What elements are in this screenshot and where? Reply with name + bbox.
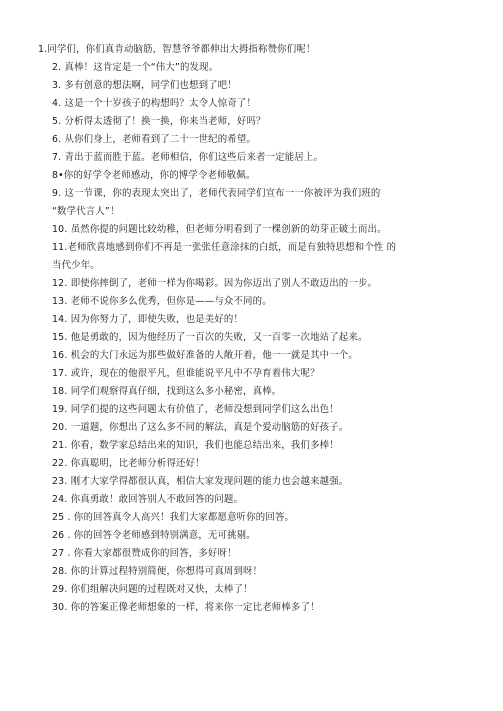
list-item-text: 5. 分析得太透彻了！换一换，你来当老师，好吗？ bbox=[52, 116, 266, 127]
list-item bbox=[38, 491, 478, 509]
list-item bbox=[38, 509, 478, 527]
list-item-text: 17. 或许，现在的他很平凡，但谁能说平凡中不孕育着伟大呢？ bbox=[52, 368, 320, 379]
list-item bbox=[38, 563, 478, 581]
list-item bbox=[38, 275, 478, 293]
list-item-text: 25 . 你的回答真令人高兴！我们大家都愿意听你的回答。 bbox=[52, 512, 295, 523]
list-item-text: 19. 同学们提的这些问题太有价值了，老师没想到同学们这么出色！ bbox=[52, 404, 339, 415]
list-item-text: 3. 多有创意的想法啊，同学们也想到了吧！ bbox=[52, 80, 237, 91]
list-item-text: 26 . 你的回答令老师感到特别满意，无可挑剔。 bbox=[52, 530, 256, 541]
list-item bbox=[38, 221, 478, 239]
list-item-text: 16. 机会的大门永远为那些做好准备的人敞开着，他一一就是其中一个。 bbox=[52, 350, 358, 361]
list-item-text: 7. 青出于蓝而胜于蓝。老师相信，你们这些后来者一定能居上。 bbox=[52, 152, 324, 163]
list-item bbox=[38, 383, 478, 401]
list-item bbox=[38, 581, 478, 599]
list-item-text: 当代少年。 bbox=[52, 260, 100, 271]
list-item-text: 23. 刚才大家学得都很认真，相信大家发现问题的能力也会越来越强。 bbox=[52, 476, 349, 487]
list-item bbox=[38, 473, 478, 491]
list-item-text: 20. 一道题，你想出了这么多不同的解法，真是个爱动脑筋的好孩子。 bbox=[52, 422, 349, 433]
list-item-text: 18. 同学们观察得真仔细，找到这么多小秘密，真棒。 bbox=[52, 386, 282, 397]
list-item-text: 15. 他是勇敢的，因为他经历了一百次的失败，又一百零一次地站了起来。 bbox=[52, 332, 368, 343]
list-item-continuation bbox=[38, 203, 478, 221]
praise-list bbox=[38, 41, 478, 617]
list-item-text: 14. 因为你努力了，即使失败，也是美好的！ bbox=[52, 314, 244, 325]
list-item-text: 8•你的好学令老师感动，你的博学令老师敬佩。 bbox=[52, 170, 256, 181]
list-item bbox=[38, 401, 478, 419]
list-item bbox=[38, 527, 478, 545]
list-item bbox=[38, 311, 478, 329]
list-item-text: 4. 这是一个十岁孩子的构想吗？太令人惊奇了！ bbox=[52, 98, 257, 109]
list-item-text: 21. 你看，数学家总结出来的知识，我们也能总结出来，我们多棒！ bbox=[52, 440, 339, 451]
list-item bbox=[38, 113, 478, 131]
list-item bbox=[38, 131, 478, 149]
list-item-text: 24. 你真勇敢！敢回答别人不敢回答的问题。 bbox=[52, 494, 244, 505]
list-item bbox=[38, 293, 478, 311]
list-item-text: 11.老师欣喜地感到你们不再是一张张任意涂抹的白纸，而是有独特思想和个性 的 bbox=[52, 242, 397, 253]
list-item bbox=[38, 545, 478, 563]
list-item-text: 22. 你真聪明，比老师分析得还好！ bbox=[52, 458, 205, 469]
list-item-text: 10. 虽然你提的问题比较幼稚，但老师分明看到了一棵创新的幼芽正破土而出。 bbox=[52, 224, 387, 235]
list-item-text: 6. 从你们身上，老师看到了二十一世纪的希望。 bbox=[52, 134, 257, 145]
list-item bbox=[38, 41, 478, 59]
list-item bbox=[38, 365, 478, 383]
list-item-text: 30. 你的答案正像老师想象的一样，将来你一定比老师棒多了！ bbox=[52, 602, 320, 613]
list-item bbox=[38, 239, 478, 257]
list-item bbox=[38, 347, 478, 365]
list-item bbox=[38, 419, 478, 437]
list-item-text: 13. 老师不说你多么优秀，但你是——与众不同的。 bbox=[52, 296, 272, 307]
list-item bbox=[38, 185, 478, 203]
list-item-text: 29. 你们组解决问题的过程既对又快，太棒了！ bbox=[52, 584, 253, 595]
list-item bbox=[38, 167, 478, 185]
list-item-text: 12. 即使你摔倒了，老师一样为你喝彩。因为你迈出了别人不敢迈出的一步。 bbox=[52, 278, 378, 289]
list-item-text: 2. 真棒！这肯定是一个“伟大”的发现。 bbox=[52, 62, 219, 73]
list-item bbox=[38, 329, 478, 347]
list-item-text: 27 . 你看大家都很赞成你的回答，多好呀！ bbox=[52, 548, 237, 559]
list-item bbox=[38, 437, 478, 455]
list-item bbox=[38, 77, 478, 95]
list-item bbox=[38, 149, 478, 167]
list-item-continuation bbox=[38, 257, 478, 275]
list-item bbox=[38, 455, 478, 473]
list-item-text: 9. 这一节课，你的表现太突出了，老师代表同学们宣布一一你被评为我们班的 bbox=[52, 188, 381, 199]
list-item bbox=[38, 95, 478, 113]
list-item-text: “数学代言人”！ bbox=[52, 206, 120, 217]
list-item bbox=[38, 59, 478, 77]
list-item-text: 28. 你的计算过程特别简便，你想得可真周到呀！ bbox=[52, 566, 263, 577]
list-item-text: 1.同学们，你们真肯动脑筋，智慧爷爷都伸出大拇指称赞你们呢！ bbox=[38, 44, 316, 55]
list-item bbox=[38, 599, 478, 617]
